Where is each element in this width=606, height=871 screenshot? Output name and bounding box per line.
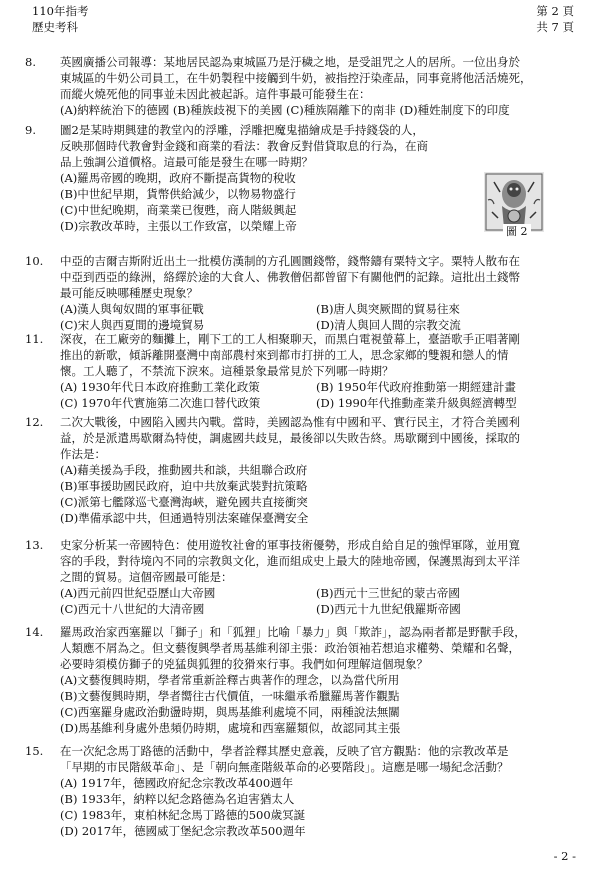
question-number: 14. — [25, 625, 44, 639]
question-15 — [25, 743, 585, 839]
relief-figure-image — [484, 172, 544, 232]
page-header — [32, 3, 574, 37]
option-d[interactable]: (D)西元十九世紀俄羅斯帝國 — [316, 602, 461, 616]
option-d[interactable]: (D)準備承認中共，但通過特別法案確保臺灣安全 — [60, 511, 309, 525]
option-b[interactable]: (B) 1950年代政府推動第一期經建計畫 — [316, 380, 516, 394]
option-b[interactable]: (B) 1933年，納粹以紀念路德為名迫害猶太人 — [60, 792, 295, 806]
question-number: 9. — [25, 123, 36, 137]
option-d[interactable]: (D)宗教改革時，主張以工作致富，以榮耀上帝 — [60, 219, 297, 233]
option-a[interactable]: (A) 1930年代日本政府推動工業化政策 — [60, 380, 260, 394]
option-b[interactable]: (B)唐人與突厥間的貿易往來 — [316, 302, 460, 316]
option-b[interactable]: (B)軍事援助國民政府，迫中共放棄武裝對抗策略 — [60, 479, 308, 493]
stem-line: 在一次紀念馬丁路德的活動中，學者詮釋其歷史意義，反映了官方觀點：他的宗教改革是 — [60, 744, 509, 758]
options-grid — [60, 585, 585, 617]
question-10 — [25, 253, 585, 333]
options-grid — [60, 379, 585, 411]
question-number: 8. — [25, 55, 36, 69]
option-b[interactable]: (B)中世紀早期，貨幣供給減少，以物易物盛行 — [60, 187, 296, 201]
stem-line: 史家分析某一帝國特色：使用遊牧社會的軍事技術優勢，形成自給自足的強悍軍隊，並用寬 — [60, 538, 520, 552]
stem-line: 中亞到西亞的綠洲，絡繹於途的大食人、佛教僧侶都曾留下有關他們的記錄。這批出土錢幣 — [60, 270, 520, 284]
question-number: 10. — [25, 254, 44, 268]
question-14 — [25, 624, 585, 736]
question-11 — [25, 331, 585, 411]
option-a[interactable]: (A)羅馬帝國的晚期，政府不斷提高貨物的稅收 — [60, 171, 296, 185]
option-b[interactable]: (B)西元十三世紀的蒙古帝國 — [316, 586, 460, 600]
stem-line: 之間的貿易。這個帝國最可能是： — [60, 570, 233, 584]
stem-line: 人類應不屑為之。但文藝復興學者馬基維利卻主張：政治領袖若想追求權勢、榮耀和名聲， — [60, 641, 520, 655]
stem-line: 推出的新歌，傾訴離開臺灣中南部農村來到都市打拼的工人，思念家鄉的雙親和戀人的情 — [60, 348, 509, 362]
option-d[interactable]: (D)清人與回人間的宗教交流 — [316, 318, 461, 332]
stem-line: 英國廣播公司報導：某地居民認為東城區乃是汙穢之地，是受詛咒之人的居所。一位出身於 — [60, 55, 520, 69]
question-12 — [25, 414, 585, 526]
option-c[interactable]: (C)宋人與西夏間的邊境貿易 — [60, 318, 205, 332]
stem-line: 「早期的市民階級革命」、是「朝向無產階級革命的必要階段」。這應是哪一場紀念活動？ — [60, 760, 509, 774]
option-row[interactable]: (A)納粹統治下的德國 (B)種族歧視下的美國 (C)種族隔離下的南非 (D)種姓制度下的印度 — [60, 103, 510, 117]
question-13 — [25, 537, 585, 617]
option-c[interactable]: (C)派第七艦隊巡弋臺灣海峽，避免國共直接衝突 — [60, 495, 308, 509]
question-8 — [25, 54, 585, 118]
option-a[interactable]: (A)文藝復興時期，學者常重新詮釋古典著作的理念，以為當代所用 — [60, 673, 400, 687]
stem-line: 圖2是某時期興建的教堂內的浮雕，浮雕把魔鬼描繪成是手持錢袋的人， — [60, 123, 424, 137]
stem-line: 反映那個時代教會對金錢和商業的看法：教會反對借貸取息的行為，在商 — [60, 139, 428, 153]
total-pages: 共 7 頁 — [536, 20, 574, 34]
header-left — [32, 3, 88, 35]
stem-line: 二次大戰後，中國陷入國共內戰。當時，美國認為惟有中國和平、實行民主，才符合美國利 — [60, 415, 520, 429]
option-b[interactable]: (B)文藝復興時期，學者嚮往古代價值，一味繼承希臘羅馬著作觀點 — [60, 689, 400, 703]
question-number: 15. — [25, 744, 44, 758]
option-c[interactable]: (C) 1970年代實施第二次進口替代政策 — [60, 396, 261, 410]
header-right — [536, 3, 574, 35]
stem-line: 益，於是派遣馬歇爾為特使，調處國共歧見，最後卻以失敗告終。馬歇爾到中國後，採取的 — [60, 431, 520, 445]
stem-line: 東城區的牛奶公司員工，在牛奶製程中接觸到牛奶，被指控汙染產品，同事竟將他活活燒死， — [60, 71, 532, 85]
page-indicator: 第 2 頁 — [536, 4, 574, 18]
stem-line: 羅馬政治家西塞羅以「獅子」和「狐狸」比喻「暴力」與「欺詐」，認為兩者都是野獸手段， — [60, 625, 526, 639]
option-d[interactable]: (D) 2017年，德國威丁堡紀念宗教改革500週年 — [60, 824, 306, 838]
option-c[interactable]: (C)西塞羅身處政治動盪時期，與馬基維利處境不同，兩種說法無關 — [60, 705, 400, 719]
option-a[interactable]: (A)藉美援為手段，推動國共和談，共組聯合政府 — [60, 463, 308, 477]
stem-line: 必要時須模仿獅子的兇猛與狐狸的狡猾來行事。我們如何理解這個現象？ — [60, 657, 428, 671]
question-number: 13. — [25, 538, 44, 552]
subject-title: 歷史考科 — [32, 20, 78, 34]
option-a[interactable]: (A)漢人與匈奴間的軍事征戰 — [60, 302, 204, 316]
option-a[interactable]: (A) 1917年，德國政府紀念宗教改革400週年 — [60, 776, 294, 790]
stem-line: 而縱火燒死他的同事並未因此被起訴。這件事最可能發生在： — [60, 87, 371, 101]
option-c[interactable]: (C)中世紀晚期，商業業已復甦，商人階級興起 — [60, 203, 297, 217]
exam-title: 110年指考 — [32, 4, 89, 18]
option-d[interactable]: (D)馬基維利身處外患頻仍時期，處境和西塞羅類似，故認同其主張 — [60, 721, 401, 735]
stem-line: 品上強調公道價格。這最可能是發生在哪一時期？ — [60, 155, 313, 169]
option-c[interactable]: (C)西元十八世紀的大清帝國 — [60, 602, 205, 616]
question-number: 12. — [25, 415, 44, 429]
figure-caption: 圖 2 — [503, 224, 531, 240]
options-grid — [60, 301, 585, 333]
question-number: 11. — [25, 332, 44, 346]
stem-line: 懷。工人聽了，不禁流下淚來。這種景象最常見於下列哪一時期？ — [60, 364, 394, 378]
stem-line: 深夜，在工廠旁的麵攤上，剛下工的工人相聚聊天，而黑白電視螢幕上，臺語歌手正唱著剛 — [60, 332, 520, 346]
stem-line: 容的手段，對待境內不同的宗教與文化，進而組成史上最大的陸地帝國，保護黑海到太平洋 — [60, 554, 520, 568]
page-footer-number: - 2 - — [553, 849, 576, 863]
stem-line: 作法是： — [60, 447, 106, 461]
option-d[interactable]: (D) 1990年代推動產業升級與經濟轉型 — [316, 396, 517, 410]
option-a[interactable]: (A)西元前四世紀亞歷山大帝國 — [60, 586, 216, 600]
option-c[interactable]: (C) 1983年，東柏林紀念馬丁路德的500歲冥誕 — [60, 808, 306, 822]
stem-line: 最可能反映哪種歷史現象？ — [60, 286, 198, 300]
stem-line: 中亞的吉爾吉斯附近出土一批模仿漢制的方孔圓圜錢幣，錢幣鑄有粟特文字。粟特人散布在 — [60, 254, 520, 268]
